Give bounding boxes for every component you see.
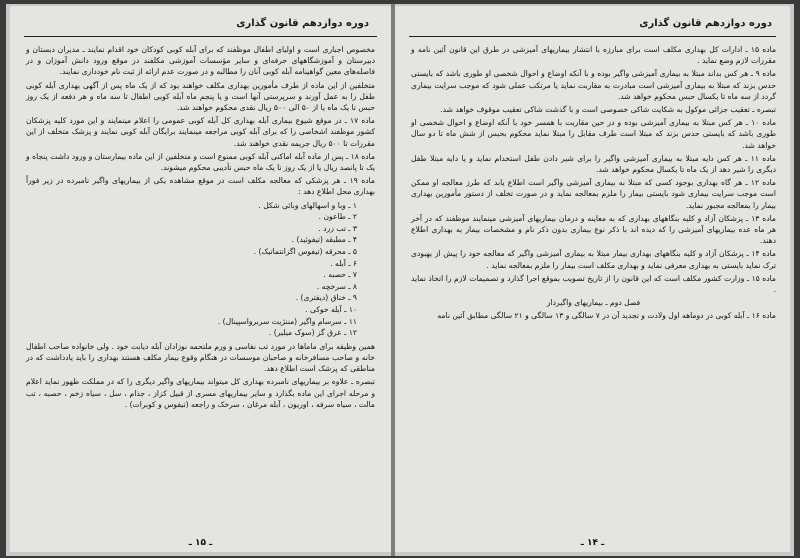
list-item: ۶ ـ آبله . bbox=[330, 258, 357, 268]
list-item: ۱ ـ وبا و اسهالهای وبائی شکل . bbox=[258, 200, 357, 210]
left-closing-paragraph-1: همین وظیفه برای ماماها در مورد تب نفاسی و ورم ملتحمه نوزادان آبله دیابت خود . ولی خانواده صاحب اطفال خانه و صاحب مسافرخانه و صاحبان موسسات در هنگام وقوع بیمار مکلف هستند بهداری را باید یادداشت که در مناطقی که پزشک است اطلاع دهد. bbox=[26, 341, 375, 374]
right-paragraph-7: ماده ۱۳ ـ پزشکان آزاد و کلیه بنگاههای بهداری که به معاینه و درمان بیماریهای آمیزشی مینمایند موظفند که در آخر هر ماه عده بیماریهای آمیزشی را که دیده اند با ذکر نوع بیماری بدون ذکر نام و مشخصات بیمار به بهداری اطلاع دهند. bbox=[411, 213, 777, 246]
left-paragraph-3: ماده ۱۷ ـ در موقع شیوع بیماری آبله بهداری کل آبله کوبی عمومی را اعلام مینمایند و این مورد کلیه پزشکان کشور موظفند اشخاصی را که برای آبله کوبی مراجعه مینمایند برایگان آبله کوبی نمایند و پزشک متخلف از این مقررات تا ۵۰۰ ریال جریمه نقدی خواهند شد. bbox=[26, 116, 376, 148]
list-item: ۵ ـ محرقه (تیفوس اگزانتماتیک) . bbox=[253, 247, 357, 257]
list-item: ۴ ـ مطبقه (تیفوئید) . bbox=[291, 235, 357, 245]
right-paragraph-9: ماده ۱۵ ـ وزارت کشور مکلف است که این قانون را از تاریخ تصویب بموقع اجرا گذارد و تصمیمات لازم را اتخاذ نماید . bbox=[411, 273, 777, 295]
left-page-header: دوره دوازدهم قانون گذاری bbox=[236, 18, 369, 29]
left-page bbox=[10, 6, 391, 552]
right-page-number: ـ ۱۴ ـ bbox=[580, 538, 605, 548]
right-paragraph-5: ماده ۱۱ ـ هر کس دایه مبتلا به بیماری آمیزشی واگیر را برای شیر دادن طفل استخدام نماید و یا دایه مبتلا طفل دیگری را شیر دهد از یک ماه تا یکسال محکوم خواهد شد. bbox=[411, 153, 776, 175]
left-closing-paragraph-2: تبصره ـ علاوه بر بیماریهای نامبرده بهداری کل میتواند بیماریهای واگیر دیگری را که در مملکت ظهور نماید اعلام و مرحله اجرای این ماده بگذارد و سایر بیماریهای مسری از قبیل کزاز ، جذام ، سل ، سیاه زخم ، حصبه ، تب مالت ، سیاه سرفه ، اوریون ، آبله مرغان ، سرخک و راجعه (تیفوس و کوبرات) . bbox=[26, 377, 375, 409]
list-item: ۳ ـ تب زرد . bbox=[318, 223, 357, 233]
left-paragraph-2: متخلفین از این ماده از طرف مأمورین بهداری مکلف خواهند بود که از یک ماه پس از آگهی بهداری آبله کوبی طفل را به عمل آورند و سرپرستی آنها است و یا پنجم ماه آبله کوبی اطفال تا سه ماه و هر دفعه از یک روز حبس تا یک ماه یا از ۵۰ الی ۵۰۰ ریال نقدی محکوم خواهند شد. bbox=[26, 80, 375, 113]
list-item: ۱۱ ـ سرسام واگیر (مننژیت سربرواسپینال) . bbox=[217, 316, 357, 326]
disease-list bbox=[26, 200, 357, 339]
left-page-body bbox=[26, 44, 375, 412]
right-header-rule bbox=[409, 36, 776, 37]
right-paragraph-2: ماده ۹ ـ هر کس بداند مبتلا به بیماری آمیزشی واگیر بوده و با آنکه اوضاع و احوال شخصی او طوری باشد که بایستی حدس بزند که مبتلا به بیماری آمیزشی است مبادرت به مقاربت نماید یا مرتکب عملی شود که موجب سرایت بیماری گردد از سه ماه تا یکسال حبس محکوم خواهد شد. bbox=[411, 69, 777, 101]
section-title: فصل دوم ـ بیماریهای واگیردار bbox=[546, 298, 641, 308]
left-paragraph-4: ماده ۱۸ ـ پس از ماده آبله اماکنی آبله کوبی ممنوع است و متخلفین از این ماده بیمارستان و ورود داشت پنجاه و یک تا پانصد ریال یا از یک روز تا یک ماه حبس تأدیبی محکوم میشوند. bbox=[26, 151, 376, 173]
book-spread bbox=[6, 4, 794, 556]
right-last-paragraph: ماده ۱۶ ـ آبله کوبی در دوماهه اول ولادت و تجدید آن در ۷ سالگی و ۱۳ سالگی و ۲۱ سالگی مطابق آئین نامه bbox=[437, 311, 776, 321]
list-item: ۲ ـ طاعون . bbox=[318, 212, 357, 222]
left-paragraph-5: ماده ۱۹ ـ هر پزشکی که معالجه مکلف است در موقع مشاهده یکی از بیماریهای واگیر نامبرده در زیر فوراً بهداری محل اطلاع دهد : bbox=[26, 176, 375, 197]
right-page-header: دوره دوازدهم قانون گذاری bbox=[639, 18, 772, 29]
right-page-body bbox=[411, 44, 776, 324]
right-paragraph-1: ماده ۱۵ ـ ادارات کل بهداری مکلف است برای مبارزه با انتشار بیماریهای آمیزشی در طرق این قانون آئین نامه و مقررات لازم وضع نماید . bbox=[411, 45, 777, 66]
list-item: ۱۲ ـ عرق گز (سوک میلیر) . bbox=[268, 328, 357, 338]
right-paragraph-4: ماده ۱۰ ـ هر کس مبتلا به بیماری آمیزشی بوده و در حین مقاربت با همسر خود با آنکه اوضاع و احوال شخصی او طوری باشد که بایستی حدس بزند که مبتلا است طرف مقابل را مبتلا نماید محکوم بحبس از شش ماه تا دو سال خواهد شد. bbox=[411, 118, 777, 150]
list-item: ۱۰ ـ آبله خوکی . bbox=[305, 304, 357, 314]
right-paragraph-3: تبصره ـ تعقیب جزائی موکول به شکایت شاکی خصوصی است و با گذشت شاکی تعقیب موقوف خواهد شد. bbox=[440, 105, 776, 115]
left-header-rule bbox=[24, 36, 377, 37]
left-page-number: ـ ۱۵ ـ bbox=[188, 538, 213, 548]
right-paragraph-8: ماده ۱۴ ـ پزشکان آزاد و کلیه بنگاههای بهداری بیمار مبتلا به بیماری آمیزشی واگیر که معالجه خود را پیش از بهبودی ترک نماید بایستی به بهداری معرفی نماید و بهداری مکلف است بیمار را ملزم بمعالجه نماید . bbox=[411, 249, 776, 270]
list-item: ۹ ـ خناق (دیفتری) . bbox=[295, 293, 357, 303]
list-item: ۸ ـ سرخچه . bbox=[316, 281, 357, 291]
right-page bbox=[395, 6, 790, 552]
right-paragraph-6: ماده ۱۲ ـ هر گاه بهداری بوجود کسی که مبتلا به بیماری آمیزشی واگیر است اطلاع یابد که طرز معالجه او ممکن است موجب سرایت بیماری شود بایستی بیمار را ملزم بمعالجه نماید و در صورت تخلف از دستور مأمورین بهداری بیمار را بمعالجه مجبور نماید. bbox=[411, 178, 776, 210]
left-paragraph-1: مخصوص اجباری است و اولیای اطفال موظفند که برای آبله کوبی کودکان خود اقدام نمایند ـ مدیران دبستان و دبیرستان و آموزشگاههای حرفه‌ای و سایر مؤسسات آموزشی مکلفند در موقع ورود دانش آموزان و در فاصله‌های معین گواهینامه آبله کوبی آنان را مطالبه و در صورت عدم ارائه از ثبت نام خودداری نمایند. bbox=[26, 45, 375, 77]
list-item: ۷ ـ حصبه . bbox=[323, 270, 357, 280]
